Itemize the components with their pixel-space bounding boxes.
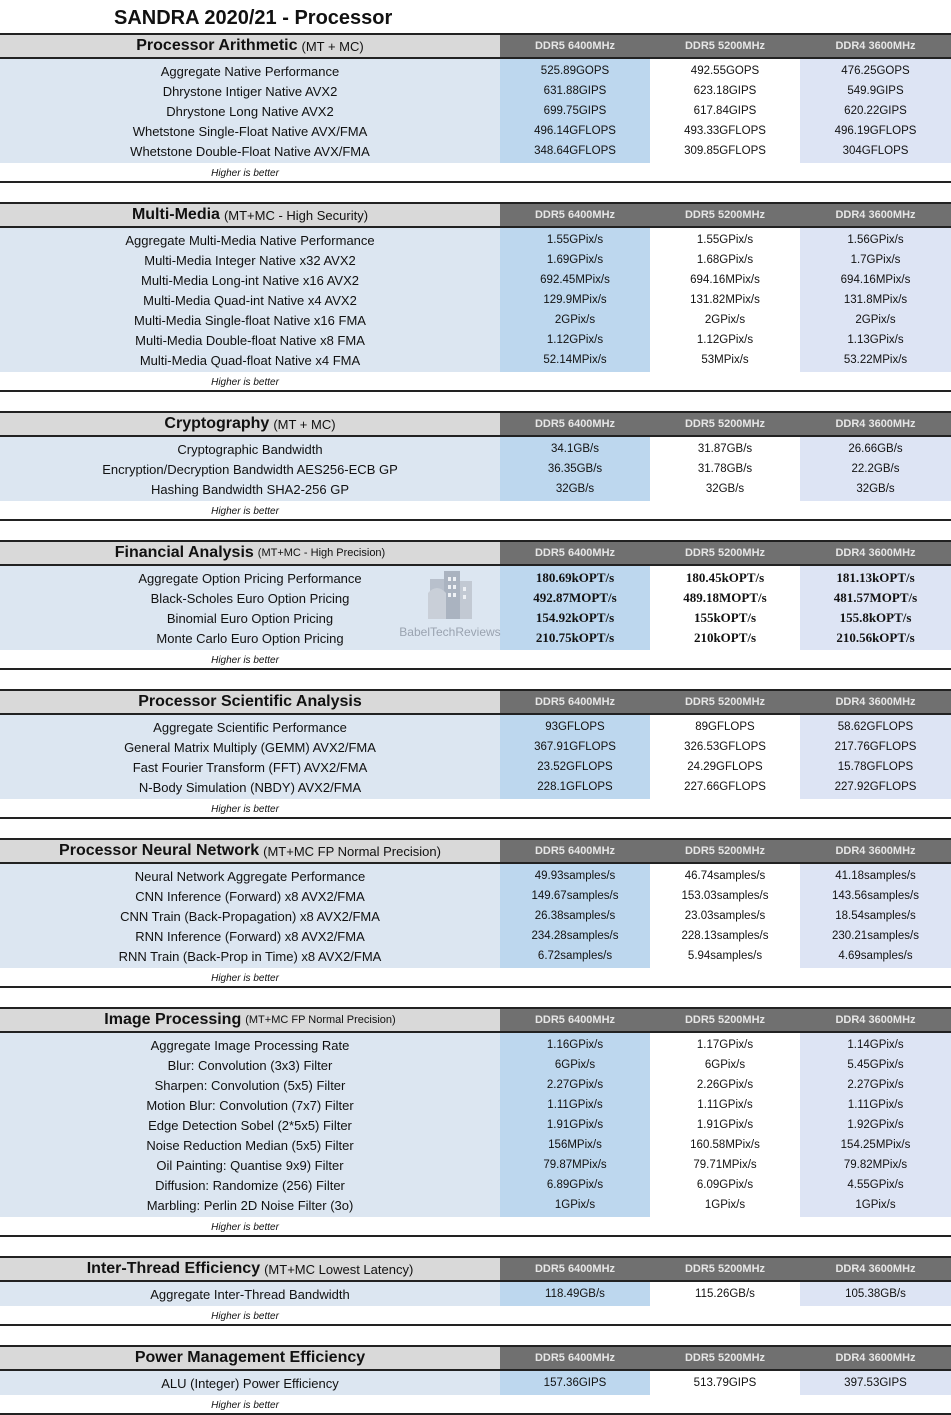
value-cell: 36.35GB/s: [547, 463, 603, 475]
column-header: DDR5 5200MHz: [650, 33, 800, 59]
value-cell: 32GB/s: [555, 483, 595, 495]
value-cell: 181.13kOPT/s: [836, 570, 915, 585]
value-cell: 6GPix/s: [554, 1059, 596, 1071]
row-label: Fast Fourier Transform (FFT) AVX2/FMA: [132, 759, 368, 775]
value-cell: 348.64GFLOPS: [534, 145, 616, 157]
higher-is-better-note: Higher is better: [211, 803, 279, 815]
value-cell: 210kOPT/s: [693, 630, 757, 645]
value-cell: 525.89GOPS: [540, 65, 610, 77]
column-header: DDR5 6400MHz: [500, 689, 650, 715]
value-cell: 53MPix/s: [701, 354, 749, 366]
value-cell: 217.76GFLOPS: [834, 741, 917, 753]
section-title: Multi-Media: [131, 206, 220, 223]
row-label: CNN Train (Back-Propagation) x8 AVX2/FMA: [120, 908, 380, 924]
value-cell: 1.55GPix/s: [546, 234, 604, 246]
section-title: Processor Arithmetic: [136, 37, 298, 54]
value-cell: 131.8MPix/s: [843, 294, 908, 306]
value-cell: 154.25MPix/s: [840, 1139, 911, 1151]
value-cell: 1.12GPix/s: [546, 334, 604, 346]
section-title: Image Processing: [104, 1011, 242, 1028]
value-cell: 34.1GB/s: [551, 443, 599, 455]
value-cell: 105.38GB/s: [845, 1288, 906, 1300]
value-cell: 304GFLOPS: [842, 145, 909, 157]
value-cell: 692.45MPix/s: [540, 274, 610, 286]
value-cell: 2GPix/s: [855, 314, 896, 326]
page-title: SANDRA 2020/21 - Processor: [114, 7, 393, 29]
value-cell: 6GPix/s: [704, 1059, 746, 1071]
section-title: Inter-Thread Efficiency: [86, 1260, 261, 1277]
value-cell: 4.69samples/s: [838, 950, 913, 962]
value-cell: 210.75kOPT/s: [535, 630, 615, 645]
value-cell: 1.11GPix/s: [847, 1099, 904, 1111]
value-cell: 79.87MPix/s: [543, 1159, 607, 1171]
value-cell: 2.26GPix/s: [696, 1079, 754, 1091]
value-cell: 93GFLOPS: [545, 721, 605, 733]
row-label: Multi-Media Long-int Native x16 AVX2: [141, 272, 359, 288]
section-title: Power Management Efficiency: [134, 1349, 366, 1366]
value-cell: 496.19GFLOPS: [834, 125, 917, 137]
row-label: Whetstone Single-Float Native AVX/FMA: [132, 123, 368, 139]
section-header-7: [0, 1007, 500, 1033]
value-cell: 1.69GPix/s: [546, 254, 604, 266]
value-cell: 41.18samples/s: [835, 870, 916, 882]
value-cell: 155kOPT/s: [693, 610, 757, 625]
section-subtitle: (MT+MC - High Security): [223, 207, 369, 223]
value-cell: 397.53GIPS: [844, 1377, 907, 1389]
value-cell: 228.13samples/s: [681, 930, 769, 942]
value-cell: 1.11GPix/s: [547, 1099, 603, 1111]
value-cell: 1.91GPix/s: [696, 1119, 754, 1131]
value-cell: 1.7GPix/s: [850, 254, 901, 266]
row-label: Diffusion: Randomize (256) Filter: [155, 1177, 345, 1193]
value-cell: 5.94samples/s: [687, 950, 763, 962]
section-title: Cryptography: [164, 415, 270, 432]
value-cell: 6.09GPix/s: [696, 1179, 754, 1191]
row-label: Sharpen: Convolution (5x5) Filter: [154, 1077, 346, 1093]
row-label: Aggregate Inter-Thread Bandwidth: [150, 1286, 350, 1302]
column-header: DDR5 5200MHz: [650, 1007, 800, 1033]
row-label: Aggregate Image Processing Rate: [150, 1037, 350, 1053]
value-cell: 492.87MOPT/s: [533, 590, 617, 605]
value-cell: 31.78GB/s: [697, 463, 753, 475]
value-cell: 227.92GFLOPS: [834, 781, 917, 793]
row-label: Aggregate Multi-Media Native Performance: [125, 232, 375, 248]
value-cell: 180.45kOPT/s: [685, 570, 765, 585]
row-label: Monte Carlo Euro Option Pricing: [156, 630, 344, 646]
row-label: Aggregate Option Pricing Performance: [138, 570, 362, 586]
row-label: Whetstone Double-Float Native AVX/FMA: [130, 143, 370, 159]
value-cell: 1.68GPix/s: [696, 254, 754, 266]
row-label: Noise Reduction Median (5x5) Filter: [146, 1137, 354, 1153]
column-header: DDR4 3600MHz: [800, 838, 951, 864]
value-cell: 496.14GFLOPS: [534, 125, 616, 137]
value-cell: 623.18GIPS: [693, 85, 757, 97]
value-cell: 49.93samples/s: [534, 870, 616, 882]
row-label: Aggregate Scientific Performance: [153, 719, 347, 735]
value-cell: 5.45GPix/s: [847, 1059, 904, 1071]
row-label: Multi-Media Quad-float Native x4 FMA: [139, 352, 361, 368]
value-cell: 694.16MPix/s: [840, 274, 911, 286]
higher-is-better-note: Higher is better: [211, 505, 279, 517]
row-label: Multi-Media Double-float Native x8 FMA: [135, 332, 365, 348]
column-header: DDR5 5200MHz: [650, 838, 800, 864]
row-label: ALU (Integer) Power Efficiency: [161, 1375, 339, 1391]
column-header: DDR5 6400MHz: [500, 838, 650, 864]
value-cell: 1.13GPix/s: [847, 334, 904, 346]
value-cell: 1GPix/s: [554, 1199, 596, 1211]
column-header: DDR4 3600MHz: [800, 33, 951, 59]
value-cell: 115.26GB/s: [695, 1288, 755, 1300]
row-label: Multi-Media Quad-int Native x4 AVX2: [143, 292, 357, 308]
column-header: DDR5 6400MHz: [500, 1345, 650, 1371]
value-cell: 489.18MOPT/s: [683, 590, 767, 605]
watermark-text: BabelTechReviews: [399, 625, 501, 639]
column-header: DDR5 6400MHz: [500, 1256, 650, 1282]
row-label: Marbling: Perlin 2D Noise Filter (3o): [146, 1197, 354, 1213]
row-label: Aggregate Native Performance: [160, 63, 340, 79]
higher-is-better-note: Higher is better: [211, 376, 279, 388]
value-cell: 32GB/s: [856, 483, 895, 495]
row-label: Dhrystone Long Native AVX2: [166, 103, 334, 119]
value-cell: 476.25GOPS: [841, 65, 910, 77]
row-label: Black-Scholes Euro Option Pricing: [150, 590, 350, 606]
column-header: DDR5 5200MHz: [650, 1256, 800, 1282]
value-cell: 26.38samples/s: [534, 910, 616, 922]
value-cell: 129.9MPix/s: [543, 294, 607, 306]
section-header-1: [0, 33, 500, 59]
column-header: DDR5 5200MHz: [650, 202, 800, 228]
value-cell: 2.27GPix/s: [847, 1079, 904, 1091]
value-cell: 1.17GPix/s: [696, 1039, 754, 1051]
column-header: DDR5 6400MHz: [500, 33, 650, 59]
column-header: DDR5 5200MHz: [650, 540, 800, 566]
section-header-6: [0, 838, 500, 864]
row-label: General Matrix Multiply (GEMM) AVX2/FMA: [124, 739, 376, 755]
value-cell: 210.56kOPT/s: [836, 630, 915, 645]
higher-is-better-note: Higher is better: [211, 1310, 279, 1322]
value-cell: 53.22MPix/s: [843, 354, 908, 366]
section-subtitle: (MT+MC Lowest Latency): [264, 1261, 414, 1277]
value-cell: 549.9GIPS: [847, 85, 904, 97]
value-cell: 1.12GPix/s: [696, 334, 754, 346]
section-header-9: [0, 1345, 500, 1371]
value-cell: 22.2GB/s: [851, 463, 900, 475]
value-cell: 1.56GPix/s: [847, 234, 904, 246]
value-cell: 1.91GPix/s: [546, 1119, 604, 1131]
section-subtitle: (MT+MC FP Normal Precision): [263, 843, 441, 859]
section-subtitle: (MT+MC - High Precision): [257, 547, 386, 559]
section-header-3: [0, 411, 500, 437]
higher-is-better-note: Higher is better: [211, 1399, 279, 1411]
value-cell: 699.75GIPS: [543, 105, 607, 117]
value-cell: 52.14MPix/s: [543, 354, 607, 366]
row-label: N-Body Simulation (NBDY) AVX2/FMA: [138, 779, 362, 795]
value-cell: 1GPix/s: [855, 1199, 896, 1211]
value-cell: 481.57MOPT/s: [833, 590, 918, 605]
row-label: Hashing Bandwidth SHA2-256 GP: [150, 481, 349, 497]
value-cell: 1.55GPix/s: [696, 234, 754, 246]
value-cell: 1.11GPix/s: [697, 1099, 753, 1111]
section-header-4: [0, 540, 500, 566]
value-cell: 79.71MPix/s: [693, 1159, 757, 1171]
value-cell: 157.36GIPS: [543, 1377, 607, 1389]
row-label: Multi-Media Integer Native x32 AVX2: [144, 252, 356, 268]
value-cell: 24.29GFLOPS: [687, 761, 763, 773]
value-cell: 230.21samples/s: [832, 930, 919, 942]
value-cell: 493.33GFLOPS: [684, 125, 766, 137]
value-cell: 2GPix/s: [554, 314, 596, 326]
column-header: DDR5 5200MHz: [650, 411, 800, 437]
value-cell: 513.79GIPS: [693, 1377, 757, 1389]
value-cell: 309.85GFLOPS: [684, 145, 766, 157]
value-cell: 6.89GPix/s: [546, 1179, 604, 1191]
value-cell: 131.82MPix/s: [690, 294, 760, 306]
value-cell: 18.54samples/s: [835, 910, 916, 922]
value-cell: 227.66GFLOPS: [684, 781, 766, 793]
section-subtitle: (MT+MC FP Normal Precision): [245, 1014, 396, 1026]
value-cell: 694.16MPix/s: [690, 274, 760, 286]
value-cell: 46.74samples/s: [684, 870, 766, 882]
value-cell: 6.72samples/s: [537, 950, 613, 962]
section-title: Financial Analysis: [114, 544, 254, 561]
column-header: DDR5 6400MHz: [500, 411, 650, 437]
row-label: Binomial Euro Option Pricing: [166, 610, 334, 626]
row-label: Multi-Media Single-float Native x16 FMA: [134, 312, 366, 328]
row-label: Motion Blur: Convolution (7x7) Filter: [146, 1097, 354, 1113]
column-header: DDR4 3600MHz: [800, 540, 951, 566]
value-cell: 1.92GPix/s: [847, 1119, 904, 1131]
value-cell: 15.78GFLOPS: [837, 761, 914, 773]
value-cell: 156MPix/s: [548, 1139, 602, 1151]
value-cell: 155.8kOPT/s: [839, 610, 912, 625]
value-cell: 143.56samples/s: [832, 890, 919, 902]
column-header: DDR5 6400MHz: [500, 202, 650, 228]
value-cell: 1GPix/s: [704, 1199, 746, 1211]
section-subtitle: (MT + MC): [301, 38, 364, 54]
value-cell: 326.53GFLOPS: [684, 741, 766, 753]
value-cell: 620.22GIPS: [844, 105, 907, 117]
value-cell: 32GB/s: [705, 483, 745, 495]
value-cell: 1.14GPix/s: [847, 1039, 904, 1051]
row-label: Blur: Convolution (3x3) Filter: [167, 1057, 333, 1073]
row-label: CNN Inference (Forward) x8 AVX2/FMA: [135, 888, 365, 904]
value-cell: 631.88GIPS: [543, 85, 607, 97]
higher-is-better-note: Higher is better: [211, 654, 279, 666]
row-label: Neural Network Aggregate Performance: [134, 868, 366, 884]
column-header: DDR4 3600MHz: [800, 411, 951, 437]
value-cell: 26.66GB/s: [848, 443, 903, 455]
row-label: Edge Detection Sobel (2*5x5) Filter: [148, 1117, 352, 1133]
value-cell: 154.92kOPT/s: [535, 610, 615, 625]
section-subtitle: (MT + MC): [273, 416, 336, 432]
higher-is-better-note: Higher is better: [211, 972, 279, 984]
column-header: DDR5 6400MHz: [500, 540, 650, 566]
row-label: Cryptographic Bandwidth: [177, 441, 323, 457]
value-cell: 89GFLOPS: [695, 721, 755, 733]
section-header-5: [0, 689, 500, 715]
value-cell: 23.52GFLOPS: [537, 761, 613, 773]
building-logo-icon: [392, 565, 508, 625]
value-cell: 4.55GPix/s: [847, 1179, 904, 1191]
row-label: Encryption/Decryption Bandwidth AES256-ECB GP: [102, 461, 398, 477]
value-cell: 2GPix/s: [704, 314, 746, 326]
section-title: Processor Neural Network: [59, 842, 260, 859]
row-label: RNN Train (Back-Prop in Time) x8 AVX2/FMA: [118, 948, 382, 964]
column-header: DDR5 6400MHz: [500, 1007, 650, 1033]
value-cell: 1.16GPix/s: [546, 1039, 604, 1051]
value-cell: 153.03samples/s: [681, 890, 769, 902]
value-cell: 2.27GPix/s: [546, 1079, 604, 1091]
value-cell: 180.69kOPT/s: [535, 570, 615, 585]
column-header: DDR4 3600MHz: [800, 202, 951, 228]
row-label: Dhrystone Intiger Native AVX2: [162, 83, 338, 99]
row-label: Oil Painting: Quantise 9x9) Filter: [156, 1157, 344, 1173]
higher-is-better-note: Higher is better: [211, 1221, 279, 1233]
value-cell: 58.62GFLOPS: [837, 721, 914, 733]
value-cell: 617.84GIPS: [693, 105, 757, 117]
column-header: DDR4 3600MHz: [800, 689, 951, 715]
column-header: DDR5 5200MHz: [650, 689, 800, 715]
higher-is-better-note: Higher is better: [211, 167, 279, 179]
column-header: DDR4 3600MHz: [800, 1007, 951, 1033]
value-cell: 149.67samples/s: [531, 890, 619, 902]
value-cell: 228.1GFLOPS: [537, 781, 613, 793]
row-label: RNN Inference (Forward) x8 AVX2/FMA: [135, 928, 365, 944]
value-cell: 79.82MPix/s: [843, 1159, 908, 1171]
column-header: DDR4 3600MHz: [800, 1345, 951, 1371]
value-cell: 118.49GB/s: [545, 1288, 605, 1300]
value-cell: 160.58MPix/s: [690, 1139, 760, 1151]
value-cell: 31.87GB/s: [697, 443, 753, 455]
value-cell: 492.55GOPS: [690, 65, 760, 77]
column-header: DDR4 3600MHz: [800, 1256, 951, 1282]
section-title: Processor Scientific Analysis: [138, 693, 362, 710]
column-header: DDR5 5200MHz: [650, 1345, 800, 1371]
section-header-8: [0, 1256, 500, 1282]
value-cell: 23.03samples/s: [684, 910, 766, 922]
watermark: [392, 565, 508, 643]
section-header-2: [0, 202, 500, 228]
value-cell: 367.91GFLOPS: [534, 741, 616, 753]
value-cell: 234.28samples/s: [531, 930, 619, 942]
